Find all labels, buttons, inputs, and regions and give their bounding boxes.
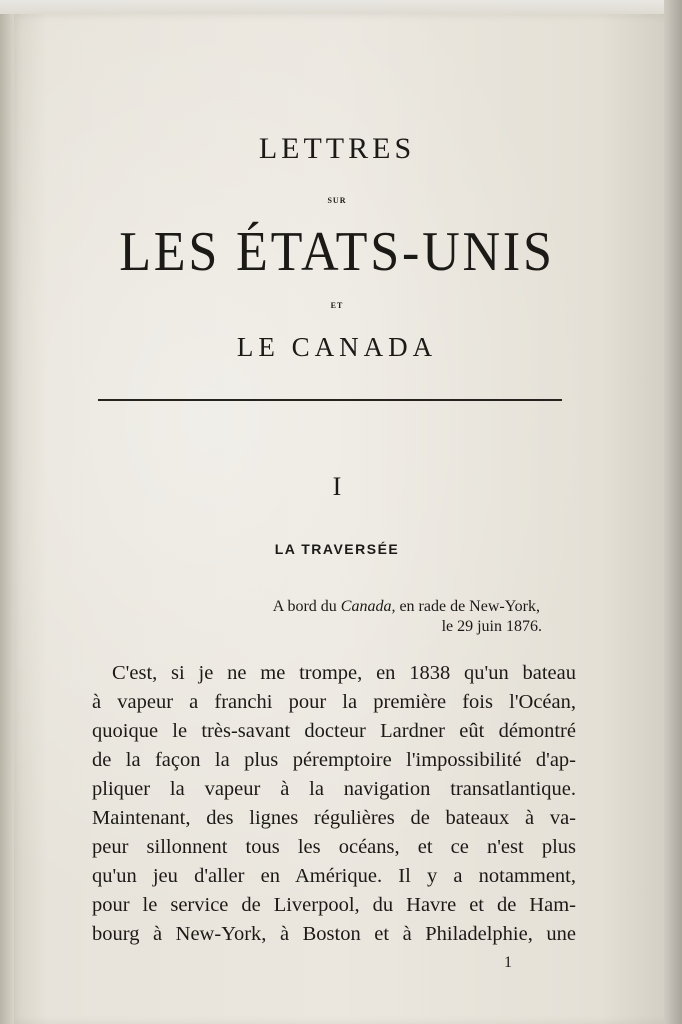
body-line: quoique le très-savant docteur Lardner eût démontré [92, 720, 576, 742]
book-gutter [0, 14, 14, 1024]
body-line: à vapeur a franchi pour la première fois l'Océan, [92, 691, 576, 713]
main-title: LES ÉTATS-UNIS [119, 221, 555, 283]
body-line: Maintenant, des lignes régulières de bateaux à va- [92, 807, 576, 829]
title-et: ET [330, 301, 344, 310]
body-paragraph [92, 659, 576, 949]
dateline-prefix: A bord du [272, 598, 341, 615]
title-canada: LE CANADA [236, 332, 438, 362]
dateline-suffix: en rade de New-York, [395, 598, 540, 615]
page-number: 1 [504, 954, 512, 971]
title-lettres: LETTRES [258, 132, 416, 165]
page-edge-right [664, 0, 682, 1024]
title-sur: SUR [327, 196, 347, 205]
dateline-line-2: le 29 juin 1876. [441, 618, 542, 635]
body-line: C'est, si je ne me trompe, en 1838 qu'un bateau [112, 662, 576, 684]
body-line: bourg à New-York, à Boston et à Philadelphie, une [92, 923, 576, 945]
body-line: pour le service de Liverpool, du Havre et de Ham- [92, 894, 576, 916]
body-line: de la façon la plus péremptoire l'impossibilité d'ap- [92, 749, 576, 771]
title-rule [98, 399, 562, 401]
body-line: peur sillonnent tous les océans, et ce n'est plus [92, 836, 576, 858]
body-line: pliquer la vapeur à la navigation transatlantique. [92, 778, 576, 800]
body-line: qu'un jeu d'aller en Amérique. Il y a notamment, [92, 865, 576, 887]
chapter-title: LA TRAVERSÉE [274, 541, 400, 557]
ship-name: Canada, [340, 598, 396, 615]
book-page [8, 14, 666, 1024]
dateline-line-1 [273, 598, 540, 616]
chapter-number: I [332, 472, 342, 501]
